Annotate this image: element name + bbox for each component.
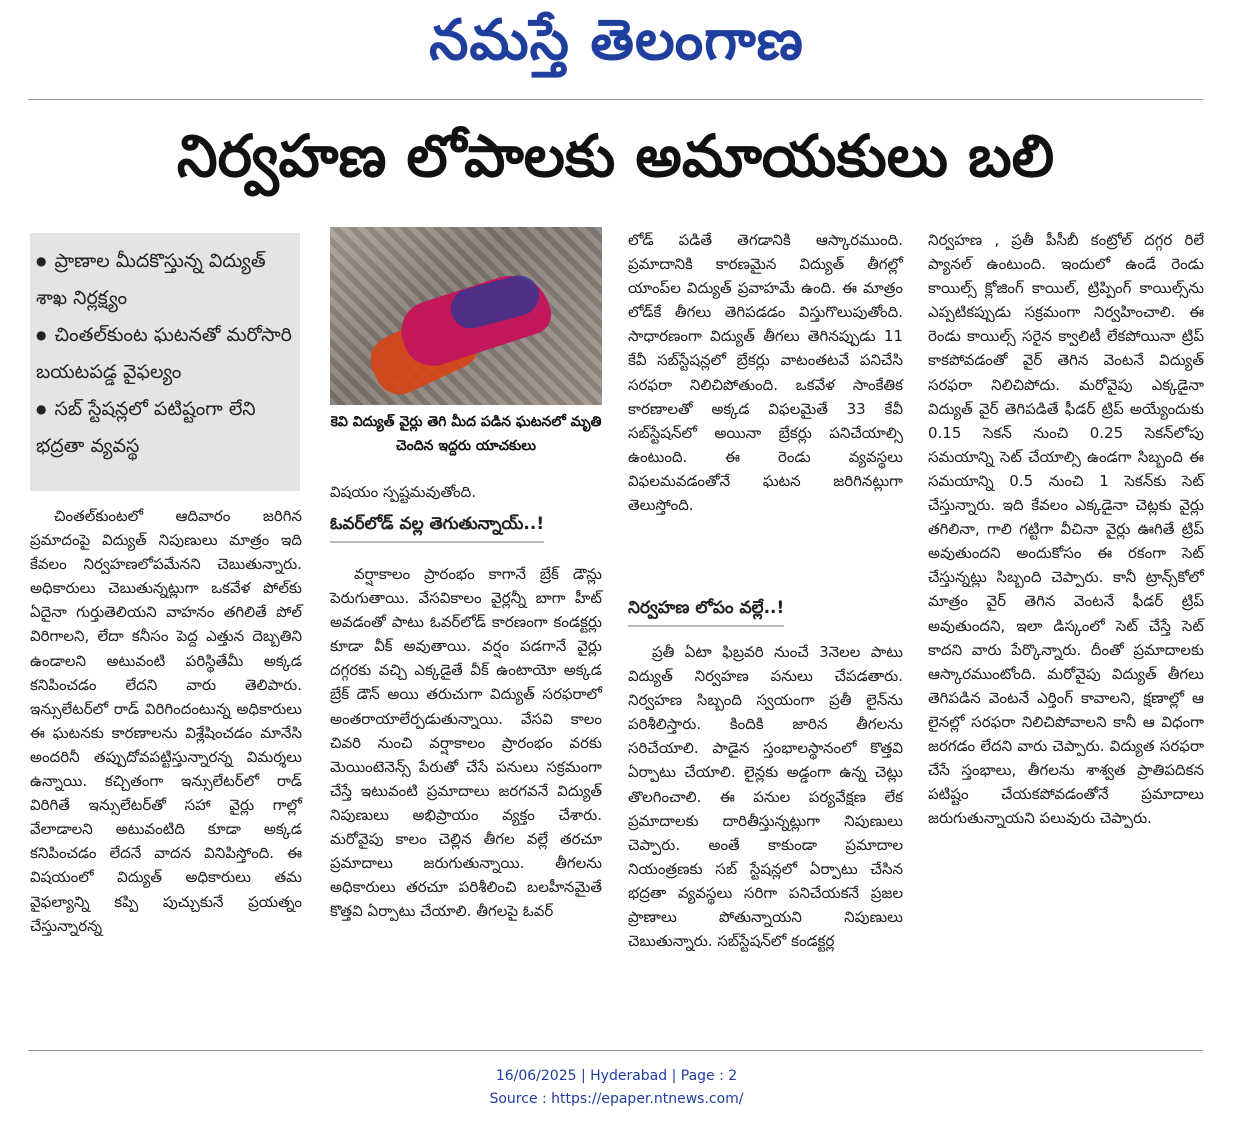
masthead-rule xyxy=(28,99,1203,100)
article-column-3 xyxy=(628,228,903,517)
footer-source: Source : https://epaper.ntnews.com/ xyxy=(489,1091,744,1107)
masthead-logo: నమస్తే తెలంగాణ xyxy=(429,8,804,73)
highlights-box xyxy=(30,233,300,491)
news-photo xyxy=(330,227,602,405)
article-paragraph: చింతల్‌కుంటలో ఆదివారం జరిగిన ప్రమాదంపై విద్యుత్ నిపుణులు మాత్రం ఇది కేవలం నిర్వహణలోపమేనని చెబుతున్నారు. అధికారులు చెబుతున్నట్లుగా ఒకవేళ పోల్‌కు ఏదైనా గుర్తుతెలియని వాహనం తగిలితే పోల్ విరిగాలని, లేదా కనీసం పెద్ద ఎత్తున దెబ్బతిని ఉండాలని అటువంటి పరిస్థితేమీ అక్కడ కనిపించడం లేదని వారు తెలిపారు. ఇన్సులేటర్‌లో రాడ్ విరిగిందంటున్న అధికారులు ఈ ఘటనకు కారణాలను విశ్లేషించడం మానేసి అందరినీ తప్పుదోవపట్టిస్తున్నారన్న విమర్శలు ఉన్నాయి. కచ్చితంగా ఇన్సులేటర్‌లో రాడ్ విరిగితే ఇన్సులేటర్‌తో సహా వైర్లు గాల్లో వేలాడాలని అటువంటిది కూడా అక్కడ కనిపించడం లేదనే వాదన వినిపిస్తోంది. ఈ విషయంలో విద్యుత్ అధికారులు తమ వైఫల్యాన్ని కప్పి పుచ్చుకునే ప్రయత్నం చేస్తున్నారన్న xyxy=(30,507,302,935)
subheading-maintenance: నిర్వహణ లోపం వల్లే..! xyxy=(628,598,784,627)
highlight-item: ● చింతల్‌కుంట ఘటనతో మరోసారి బయటపడ్డ వైఫల్యం xyxy=(36,324,292,383)
subheading-overload: ఓవర్‌లోడ్ వల్ల తెగుతున్నాయ్..! xyxy=(330,514,544,543)
article-column-2 xyxy=(330,480,602,504)
article-column-4 xyxy=(928,228,1204,830)
highlight-item: ● ప్రాణాల మీదకొస్తున్న విద్యుత్ శాఖ నిర్లక్ష్యం xyxy=(36,250,266,309)
article-paragraph: లోడ్ పడితే తెగడానికి ఆస్కారముంది. ప్రమాదానికి కారణమైన విద్యుత్ తీగల్లో యాంప్‌ల విద్యుత్ ప్రవాహమే ఉంది. ఈ మాత్రం లోడ్‌కే తీగలు తెగిపడడం విస్తుగొలుపుతోంది. సాధారణంగా విద్యుత్ తీగలు తెగినప్పుడు 11 కేవీ సబ్‌స్టేషన్లలో బ్రేకర్లు వాటంతటవే పనిచేసి సరఫరా నిలిచిపోతుంది. ఒకవేళ సాంకేతిక కారణాలతో అక్కడ విఫలమైతే 33 కేవీ సబ్‌స్టేషన్‌లో అయినా బ్రేకర్లు పనిచేయాల్సి ఉంటుంది. ఈ రెండు వ్యవస్థలు విఫలమవడంతోనే ఘటన జరిగినట్లుగా తెలుస్తోంది. xyxy=(628,231,903,515)
footer-rule xyxy=(28,1050,1203,1051)
article-column-1 xyxy=(30,504,302,938)
article-paragraph: విషయం స్పష్టమవుతోంది. xyxy=(330,483,476,501)
highlight-item: ● సబ్ స్టేషన్లలో పటిష్టంగా లేని భద్రతా వ్యవస్థ xyxy=(36,398,256,457)
article-column-2-body xyxy=(330,562,602,923)
photo-caption: కెవి విద్యుత్ వైర్లు తెగి మీద పడిన ఘటనలో మృతి చెందిన ఇద్దరు యాచకులు xyxy=(330,414,602,454)
article-paragraph: వర్షాకాలం ప్రారంభం కాగానే బ్రేక్ డౌన్లు పెరుగుతాయి. వేసవికాలం వైర్లన్నీ బాగా హీట్ అవడంతో పాటు ఓవర్‌లోడ్ కారణంగా కండక్టర్లు కూడా వీక్ అవుతాయి. వర్షం పడగానే వైర్లు దగ్గరకు వచ్చి ఎక్కడైతే వీక్ ఉంటాయో అక్కడ బ్రేక్ డౌన్ అయి తరుచుగా విద్యుత్ సరఫరాలో అంతరాయాలేర్పడుతున్నాయి. వేసవి కాలం చివరి నుంచి వర్షాకాలం ప్రారంభం వరకు మెయింటెనెన్స్ పేరుతో చేసే పనులు సక్రమంగా చేస్తే ఇటువంటి ప్రమాదాలు జరగవనే విద్యుత్ నిపుణులు అభిప్రాయం వ్యక్తం చేశారు. మరోవైపు కాలం చెల్లిన తీగల వల్లే తరచూ ప్రమాదాలు జరుగుతున్నాయి. తీగలను అధికారులు తరచూ పరిశీలించి బలహీనమైతే కొత్తవి ఏర్పాటు చేయాలి. తీగలపై ఓవర్ xyxy=(330,565,602,921)
headline: నిర్వహణ లోపాలకు అమాయకులు బలి xyxy=(176,122,1055,190)
article-paragraph: నిర్వహణ , ప్రతీ పీసీబీ కంట్రోల్ దగ్గర రిలే ప్యానల్ ఉంటుంది. ఇందులో ఉండే రెండు కాయిల్స్ క్లోజింగ్ కాయిల్, ట్రిప్పింగ్ కాయిల్స్‌ను ఎప్పటికప్పుడు సక్రమంగా నిర్వహించాలి. ఈ రెండు కాయిల్స్ సరైన క్వాలిటీ లేకపోయినా ట్రిప్ కాకపోవడంతో వైర్ తెగిన వెంటనే విద్యుత్ సరఫరా నిలిచిపోదు. మరోవైపు ఎక్కడైనా విద్యుత్ వైర్ తెగిపడితే ఫీడర్ ట్రిప్ అయ్యేందుకు 0.15 సెకన్ నుంచి 0.25 సెకన్‌లోపు సమయాన్ని సెట్ చేయాల్సి ఉండగా సిబ్బంది ఈ సమయాన్ని 0.5 నుంచి 1 సెకన్‌కు సెట్ చేస్తున్నారు. ఇది కేవలం ఎక్కడైనా చెట్లకు వైర్లు తగిలినా, గాలి గట్టిగా వీచినా వైర్లు ఊగితే ట్రిప్ అవుతుందని అందుకోసం ఈ రకంగా సెట్ చేస్తున్నట్లు సిబ్బంది చెప్పారు. కానీ ట్రాన్స్‌కోలో మాత్రం వైర్ తెగిన వెంటనే ఫీడర్ ట్రిప్ అవుతుందని, ఇలా డిస్కంలో సెట్ చేస్తే సెట్ కాదని వారు పేర్కొన్నారు. దీంతో ప్రమాదాలకు ఆస్కారముంటోంది. మరోవైపు విద్యుత్ తీగలు తెగిపడిన వెంటనే ఎర్తింగ్ కావాలని, క్షణాల్లో ఆ లైనల్లో సరఫరా నిలిచిపోవాలని కానీ ఆ విధంగా జరగడం లేదని వారు చెప్పారు. విద్యుత సరఫరా చేసే స్తంభాలు, తీగలను శాశ్వత ప్రాతిపదికన పటిష్టం చేయకపోవడంతోనే ప్రమాదాలు జరుగుతున్నాయని పలువురు చెప్పారు. xyxy=(928,231,1204,828)
article-paragraph: ప్రతీ ఏటా ఫిబ్రవరి నుంచే 3నెలల పాటు విద్యుత్ నిర్వహణ పనులు చేపడతారు. నిర్వహణ సిబ్బంది స్వయంగా ప్రతీ లైన్‌ను పరిశీలిస్తారు. కిందికి జారిన తీగలను సరిచేయాలి. పాడైన స్తంభాలస్థానంలో కొత్తవి ఏర్పాటు చేయాలి. లైన్లకు అడ్డంగా ఉన్న చెట్లు తొలగించాలి. ఈ పనుల పర్యవేక్షణ లేక ప్రమాదాలకు దారితీస్తున్నట్లుగా నిపుణులు చెప్పారు. అంతే కాకుండా ప్రమాదాల నియంత్రణకు సబ్ స్టేషన్లలో ఏర్పాటు చేసిన భద్రతా వ్యవస్థలు సరిగా పనిచేయకనే ప్రజల ప్రాణాలు పోతున్నాయని నిపుణులు చెబుతున్నారు. సబ్‌స్టేషన్‌లో కండక్టర్ల xyxy=(628,643,903,951)
article-column-3-body xyxy=(628,640,903,953)
footer-date-page: 16/06/2025 | Hyderabad | Page : 2 xyxy=(495,1068,738,1084)
